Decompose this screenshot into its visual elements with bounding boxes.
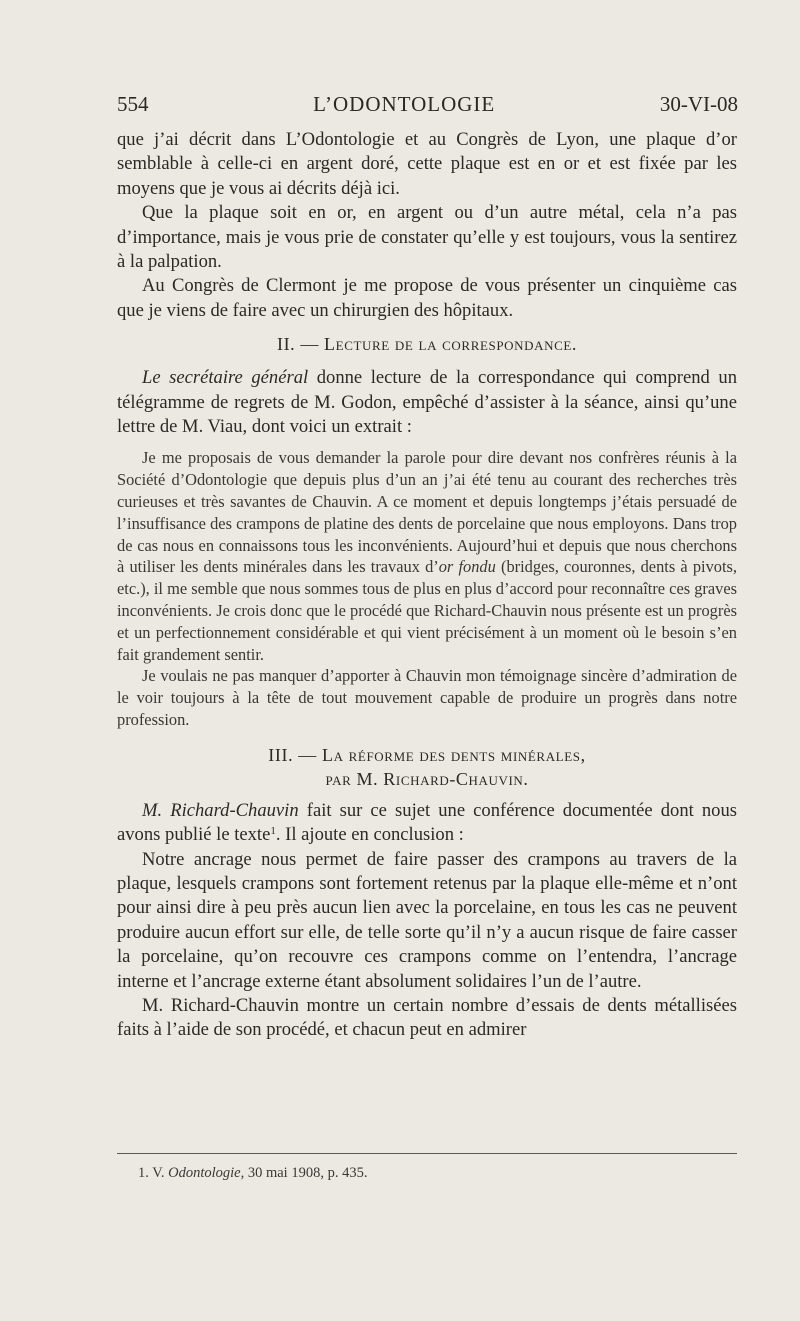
extract-italic: or fondu: [438, 557, 496, 577]
footnote-ref: 30 mai 1908, p. 435.: [247, 1165, 368, 1181]
speaker-name: Le secrétaire général: [142, 367, 309, 389]
extract-text-a: Je me proposais de vous demander la parole pour dire devant nos confrères réunis à la Société d’Odontologie que depuis plus d’un an j’ai été tenu au courant des recherches très curieuses et très savantes de Chauvin. A ce moment et depuis longtemps j’étais persuadé de l’insuffisance des crampons de platine des dents de porcelaine que nous employons. Dans trop de cas nous en connaissons tous les inconvénients. Aujourd’hui et depuis que nous cherchons à utiliser les dents minérales dans les travaux d’: [117, 448, 737, 577]
footnote-rule: [117, 1153, 737, 1154]
paragraph-3: Au Congrès de Clermont je me propose de vous présenter un cinquième cas que je viens de faire avec un chirurgien des hôpitaux.: [117, 275, 737, 321]
paragraph-secretary: [117, 366, 737, 439]
speaker-name-2: M. Richard-Chauvin: [142, 799, 299, 821]
paragraph-secretary-text: donne lecture de la correspondance qui comprend un télégramme de regrets de M. Godon, empêché d’assister à la séance, ainsi qu’une lettre de M. Viau, dont voici un extrait :: [117, 367, 737, 438]
section-heading-line-2: par M. Richard-Chauvin.: [325, 768, 529, 789]
paragraph-2: Que la plaque soit en or, en argent ou d’un autre métal, cela n’a pas d’importance, mais je vous prie de constater qu’elle y est toujours, vous la sentirez à la palpation.: [117, 202, 737, 273]
running-header: [117, 92, 738, 117]
section-heading-line-1: III. — La réforme des dents minérales,: [268, 744, 586, 765]
footnote-marker: 1: [270, 825, 276, 838]
extract-text-b: (bridges, couronnes, dents à pivots, etc.), il me semble que nous sommes tous de plus en plus d’accord pour reconnaître ces graves inconvénients. Je crois donc que le procédé que Richard-Chauvin nous présente est un progrès et un perfectionnement considérable et qui vient précisément à un moment où le besoin s’en fait grandement sentir.: [117, 557, 737, 664]
footnote-number: 1. V.: [138, 1165, 165, 1181]
paragraph-essais: M. Richard-Chauvin montre un certain nombre d’essais de dents métallisées faits à l’aide de son procédé, et chacun peut en admirer: [117, 995, 737, 1041]
section-heading-correspondance: II. — Lecture de la correspondance.: [276, 334, 578, 355]
paragraph-conference-end: . Il ajoute en conclusion :: [275, 824, 464, 846]
page-number: 554: [117, 92, 149, 116]
footnote-journal: Odontologie,: [168, 1165, 245, 1181]
issue-date: 30-VI-08: [659, 92, 738, 116]
section-heading-reforme: [117, 743, 737, 791]
extract-paragraph-1: [117, 447, 737, 665]
letter-extract: [117, 447, 737, 730]
footnote: [138, 1165, 367, 1182]
paragraph-conference: [117, 799, 737, 848]
paragraph-ancrage: Notre ancrage nous permet de faire passer des crampons au travers de la plaque, lesquels crampons sont fortement retenus par la plaque elle-même et n’ont pour ainsi dire à peu près aucun lien avec la porcelaine, en tous les cas ne peuvent produire aucun effort sur elle, de telle sorte qu’il n’y a aucun risque de faire casser la porcelaine, qu’on recouvre ces crampons comme on l’entendra, l’ancrage interne et l’ancrage externe étant absolument solidaires l’un de l’autre.: [117, 848, 737, 992]
text-body: [117, 128, 737, 1043]
paragraph-conference-text: fait sur ce sujet une conférence documentée dont nous avons publié le texte: [117, 799, 738, 846]
extract-paragraph-2: Je voulais ne pas manquer d’apporter à Chauvin mon témoignage sincère d’admiration de le voir toujours à la tête de tout mouvement capable de produire un progrès dans notre profession.: [117, 666, 737, 730]
paragraph-1: que j’ai décrit dans L’Odontologie et au Congrès de Lyon, une plaque d’or semblable à celle-ci en argent doré, cette plaque est en or et est fixée par les moyens que je vous ai décrits déjà ici.: [117, 129, 737, 199]
journal-title: L’ODONTOLOGIE: [313, 92, 496, 116]
